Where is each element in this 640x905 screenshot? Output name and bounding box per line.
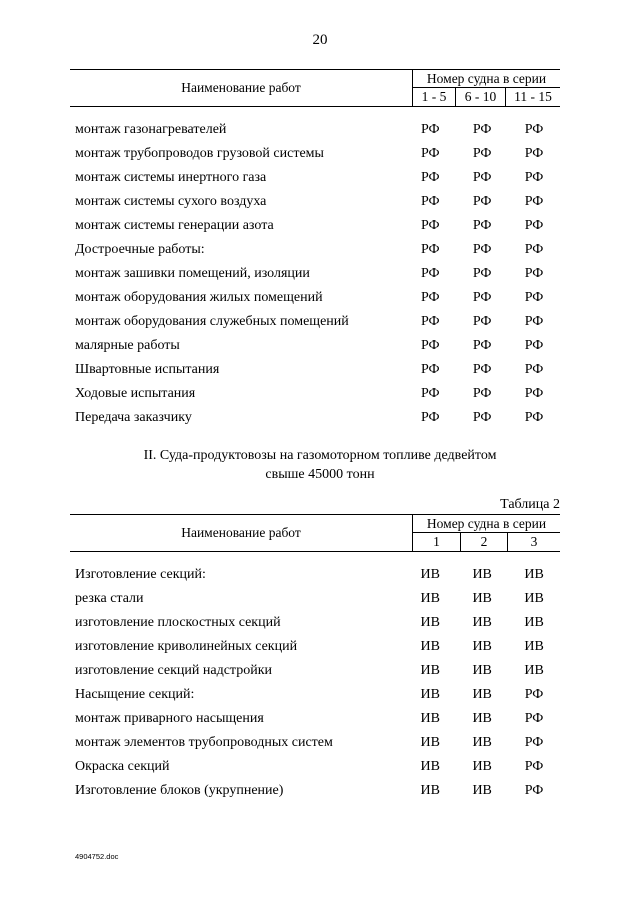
table-row <box>75 731 560 755</box>
footer-filename: 4904752.doc <box>75 852 119 861</box>
row-value-col-3: РФ <box>524 314 544 329</box>
row-value-col-3: РФ <box>524 687 544 702</box>
table-row <box>75 563 560 587</box>
section-title <box>0 446 640 484</box>
row-value-col-3: РФ <box>524 386 544 401</box>
row-label: Изготовление блоков (укрупнение) <box>75 783 284 798</box>
row-value-col-3: РФ <box>524 338 544 353</box>
row-label: изготовление криволинейных секций <box>75 639 298 654</box>
row-value-col-2: ИВ <box>472 711 492 726</box>
row-label: монтаж трубопроводов грузовой системы <box>75 146 324 161</box>
row-value-col-2: РФ <box>472 242 492 257</box>
row-value-col-2: ИВ <box>472 639 492 654</box>
row-value-col-3: РФ <box>524 410 544 425</box>
table2-header-name: Наименование работ <box>70 515 413 551</box>
row-value-col-1: РФ <box>420 338 440 353</box>
table2-caption: Таблица 2 <box>500 497 560 512</box>
row-value-col-2: РФ <box>472 146 492 161</box>
row-value-col-1: РФ <box>420 194 440 209</box>
row-value-col-1: ИВ <box>420 687 440 702</box>
row-value-col-2: ИВ <box>472 567 492 582</box>
row-label: Передача заказчику <box>75 410 192 425</box>
row-value-col-2: РФ <box>472 218 492 233</box>
row-label: монтаж газонагревателей <box>75 122 227 137</box>
row-value-col-3: ИВ <box>524 639 544 654</box>
row-label: резка стали <box>75 591 144 606</box>
table2-body <box>75 563 560 803</box>
table1-header-name: Наименование работ <box>70 70 413 106</box>
row-value-col-3: РФ <box>524 735 544 750</box>
row-label: Достроечные работы: <box>75 242 205 257</box>
row-value-col-1: РФ <box>420 122 440 137</box>
table-row <box>75 755 560 779</box>
row-value-col-1: РФ <box>420 146 440 161</box>
row-label: монтаж системы генерации азота <box>75 218 274 233</box>
table-row <box>75 190 560 214</box>
table2-header-col-2: 2 <box>461 533 508 551</box>
row-value-col-2: РФ <box>472 338 492 353</box>
row-value-col-2: ИВ <box>472 735 492 750</box>
row-value-col-1: ИВ <box>420 783 440 798</box>
row-value-col-2: РФ <box>472 290 492 305</box>
row-label: малярные работы <box>75 338 180 353</box>
row-value-col-1: ИВ <box>420 639 440 654</box>
row-value-col-3: РФ <box>524 170 544 185</box>
row-label: Окраска секций <box>75 759 170 774</box>
row-value-col-2: РФ <box>472 266 492 281</box>
row-label: Насыщение секций: <box>75 687 195 702</box>
row-value-col-3: РФ <box>524 122 544 137</box>
row-label: монтаж приварного насыщения <box>75 711 264 726</box>
section-title-line-2: свыше 45000 тонн <box>265 467 375 482</box>
row-value-col-3: ИВ <box>524 567 544 582</box>
table-row <box>75 707 560 731</box>
row-value-col-1: РФ <box>420 410 440 425</box>
table-row <box>75 166 560 190</box>
table-row <box>75 406 560 430</box>
table2-header-group <box>413 515 560 551</box>
row-value-col-1: ИВ <box>420 615 440 630</box>
row-label: изготовление плоскостных секций <box>75 615 281 630</box>
row-value-col-3: РФ <box>524 218 544 233</box>
table2-header-col-3: 3 <box>530 534 538 549</box>
row-label: монтаж системы инертного газа <box>75 170 267 185</box>
row-value-col-2: ИВ <box>472 687 492 702</box>
row-label: Ходовые испытания <box>75 386 196 401</box>
row-value-col-3: РФ <box>524 242 544 257</box>
row-value-col-3: РФ <box>524 759 544 774</box>
row-value-col-1: РФ <box>420 386 440 401</box>
row-value-col-2: ИВ <box>472 759 492 774</box>
row-value-col-2: РФ <box>472 314 492 329</box>
row-value-col-3: РФ <box>524 290 544 305</box>
section-title-line-1: II. Суда-продуктовозы на газомоторном топливе дедвейтом <box>143 448 497 463</box>
row-value-col-1: ИВ <box>420 567 440 582</box>
row-value-col-1: ИВ <box>420 591 440 606</box>
row-value-col-3: РФ <box>524 711 544 726</box>
table1-header-group-title: Номер судна в серии <box>413 70 560 88</box>
row-label: Изготовление секций: <box>75 567 206 582</box>
table-row <box>75 382 560 406</box>
row-label: монтаж оборудования служебных помещений <box>75 314 349 329</box>
table-row <box>75 358 560 382</box>
row-label: монтаж зашивки помещений, изоляции <box>75 266 310 281</box>
row-label: изготовление секций надстройки <box>75 663 272 678</box>
row-label: монтаж оборудования жилых помещений <box>75 290 323 305</box>
table-row <box>75 334 560 358</box>
row-label: монтаж системы сухого воздуха <box>75 194 267 209</box>
row-value-col-1: РФ <box>420 362 440 377</box>
row-label: монтаж элементов трубопроводных систем <box>75 735 333 750</box>
row-label: Швартовные испытания <box>75 362 220 377</box>
row-value-col-3: ИВ <box>524 591 544 606</box>
table-row <box>75 214 560 238</box>
row-value-col-3: ИВ <box>524 615 544 630</box>
row-value-col-1: РФ <box>420 242 440 257</box>
table-row <box>75 286 560 310</box>
table1-header-group <box>413 70 560 106</box>
page-number: 20 <box>312 32 328 48</box>
table2-header-col-1: 1 <box>413 533 461 551</box>
row-value-col-1: РФ <box>420 170 440 185</box>
table1-body <box>75 118 560 430</box>
table-row <box>75 683 560 707</box>
table-row <box>75 635 560 659</box>
table-row <box>75 118 560 142</box>
table1-header-col-1: 1 - 5 <box>413 88 456 106</box>
table-row <box>75 611 560 635</box>
row-value-col-2: РФ <box>472 170 492 185</box>
table1-header-col-2: 6 - 10 <box>456 88 506 106</box>
table-row <box>75 262 560 286</box>
row-value-col-1: РФ <box>420 266 440 281</box>
row-value-col-1: РФ <box>420 290 440 305</box>
row-value-col-1: ИВ <box>420 759 440 774</box>
row-value-col-2: РФ <box>472 386 492 401</box>
row-value-col-1: РФ <box>420 314 440 329</box>
row-value-col-2: ИВ <box>472 591 492 606</box>
row-value-col-1: ИВ <box>420 711 440 726</box>
row-value-col-3: РФ <box>524 783 544 798</box>
table1-header <box>70 69 560 107</box>
row-value-col-3: РФ <box>524 266 544 281</box>
row-value-col-1: ИВ <box>420 663 440 678</box>
table-row <box>75 142 560 166</box>
row-value-col-1: РФ <box>420 218 440 233</box>
table-row <box>75 659 560 683</box>
row-value-col-3: ИВ <box>524 663 544 678</box>
table-row <box>75 587 560 611</box>
row-value-col-2: РФ <box>472 194 492 209</box>
table1-header-col-3: 11 - 15 <box>514 89 552 104</box>
row-value-col-3: РФ <box>524 194 544 209</box>
row-value-col-2: РФ <box>472 122 492 137</box>
table2-header <box>70 514 560 552</box>
row-value-col-3: РФ <box>524 362 544 377</box>
row-value-col-2: ИВ <box>472 615 492 630</box>
row-value-col-2: РФ <box>472 362 492 377</box>
table-row <box>75 779 560 803</box>
row-value-col-2: ИВ <box>472 663 492 678</box>
table-row <box>75 310 560 334</box>
table-row <box>75 238 560 262</box>
row-value-col-3: РФ <box>524 146 544 161</box>
row-value-col-1: ИВ <box>420 735 440 750</box>
table2-header-group-title: Номер судна в серии <box>413 515 560 533</box>
row-value-col-2: РФ <box>472 410 492 425</box>
row-value-col-2: ИВ <box>472 783 492 798</box>
